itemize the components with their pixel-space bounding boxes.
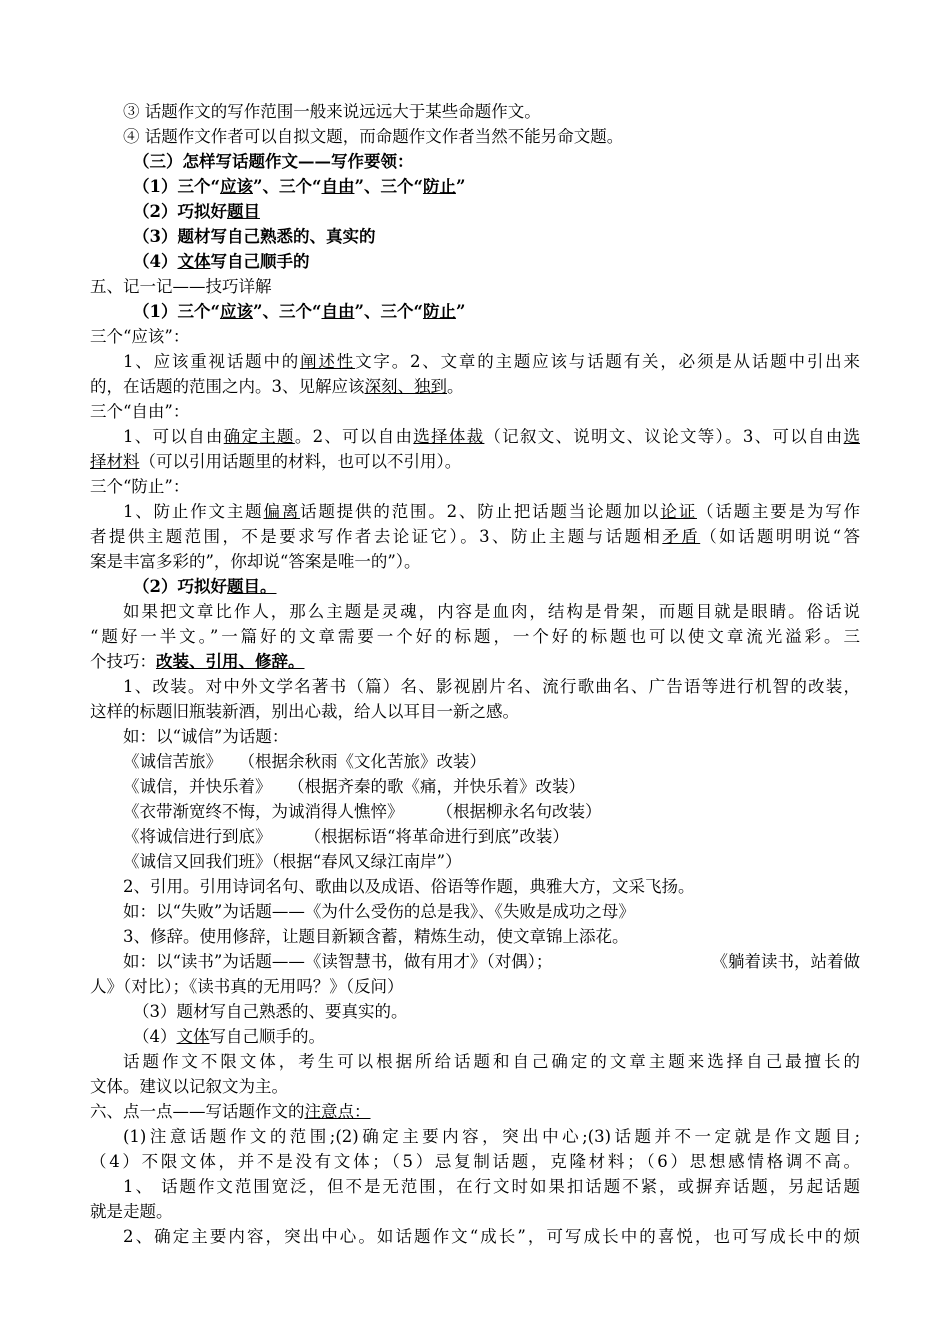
text-span: （4） xyxy=(133,1027,177,1046)
text-span: （3）题材写自己熟悉的、真实的 xyxy=(133,227,376,246)
text-line xyxy=(90,224,860,249)
text-span: 题目。 xyxy=(226,577,277,596)
text-line xyxy=(90,724,860,749)
text-line xyxy=(90,1024,860,1049)
text-span: （可以引用话题里的材料，也可以不引用）。 xyxy=(139,452,462,471)
text-line xyxy=(90,849,860,874)
text-span: 3、修辞。使用修辞，让题目新颖含蓄，精炼生动，使文章锦上添花。 xyxy=(123,927,629,946)
text-span: 题目 xyxy=(226,202,260,221)
text-span: ”、三个“ xyxy=(354,302,423,321)
text-span: 文体 xyxy=(177,252,211,271)
text-span: （1）三个“ xyxy=(133,302,220,321)
text-line xyxy=(90,174,860,199)
text-span: 应该 xyxy=(219,177,253,196)
text-span: (1)注意话题作文的范围;(2)确定主要内容，突出中心;(3)话题并不一定就是作文题目; xyxy=(123,1127,860,1146)
text-line xyxy=(90,124,860,149)
text-span: （记叙文、说明文、议论文等）。3、可以自由 xyxy=(484,427,844,446)
text-line xyxy=(90,149,860,174)
text-span: 六、点一点——写话题作文的 xyxy=(90,1102,305,1121)
text-span: 《诚信苦旅》 （根据余秋雨《文化苦旅》改装） xyxy=(123,752,486,771)
text-span: 1、可以自由 xyxy=(123,427,224,446)
text-span: ③ 话题作文的写作范围一般来说远远大于某些命题作文。 xyxy=(123,102,541,121)
text-span: 写自己顺手的。 xyxy=(209,1027,325,1046)
text-line xyxy=(90,324,860,349)
text-line xyxy=(90,699,860,724)
text-span: ”、三个“ xyxy=(252,302,322,321)
text-span: 个技巧： xyxy=(90,652,156,671)
text-line xyxy=(90,474,860,499)
text-span: 1、防止作文主题 xyxy=(123,502,264,521)
text-line xyxy=(90,924,860,949)
text-span: 三个“自由”： xyxy=(90,402,190,421)
text-span: 选 xyxy=(843,427,860,446)
text-span: 的，在话题的范围之内。3、见解应该 xyxy=(90,377,365,396)
text-span: 《将诚信进行到底》 （根据标语“将革命进行到底”改装） xyxy=(123,827,569,846)
text-line xyxy=(90,574,860,599)
text-span: 1、改装。对中外文学名著书（篇）名、影视剧片名、流行歌曲名、广告语等进行机智的改装， xyxy=(123,677,860,696)
text-span: 案是丰富多彩的”，你却说“答案是唯一的”）。 xyxy=(90,552,421,571)
text-span: “题好一半文。”一篇好的文章需要一个好的标题，一个好的标题也可以使文章流光溢彩。三 xyxy=(90,627,860,646)
text-span: （3）题材写自己熟悉的、要真实的。 xyxy=(133,1002,408,1021)
text-span: 文体 xyxy=(176,1027,210,1046)
text-span: 三个“防止”： xyxy=(90,477,190,496)
text-line xyxy=(90,449,860,474)
text-line xyxy=(90,1199,860,1224)
text-span: 文字。2、文章的主题应该与话题有关，必须是从话题中引出来 xyxy=(355,352,860,371)
text-span: 矛盾 xyxy=(662,527,701,546)
text-span: 《躺着读书，站着做 xyxy=(711,952,860,971)
text-span: 如果把文章比作人，那么主题是灵魂，内容是血肉，结构是骨架，而题目就是眼睛。俗话说 xyxy=(123,602,860,621)
text-line xyxy=(90,249,860,274)
text-line xyxy=(90,549,860,574)
text-span: 《诚信又回我们班》（根据“春风又绿江南岸”） xyxy=(123,852,462,871)
text-line xyxy=(90,199,860,224)
text-line xyxy=(90,374,860,399)
text-span: 深刻、独到 xyxy=(364,377,447,396)
text-span: ”、三个“ xyxy=(252,177,322,196)
text-span: 《诚信，并快乐着》 （根据齐秦的歌《痛，并快乐着》改装） xyxy=(123,777,585,796)
text-span: 文体。建议以记叙文为主。 xyxy=(90,1077,288,1096)
text-line xyxy=(90,524,860,549)
text-line xyxy=(90,99,860,124)
text-span: 择材料 xyxy=(90,452,140,471)
text-line xyxy=(90,674,860,699)
text-span: 。2、可以自由 xyxy=(294,427,414,446)
text-line xyxy=(90,1099,860,1124)
text-span: 1、应该重视话题中的 xyxy=(123,352,301,371)
text-span: 确定主题 xyxy=(223,427,295,446)
text-span: 自由 xyxy=(321,302,355,321)
text-span: 选择体裁 xyxy=(413,427,485,446)
text-span: 就是走题。 xyxy=(90,1202,173,1221)
text-line xyxy=(90,399,860,424)
text-span: （2）巧拟好 xyxy=(133,202,227,221)
text-span: 《衣带渐宽终不悔，为诚消得人憔悴》 （根据柳永名句改装） xyxy=(123,802,602,821)
text-line xyxy=(90,424,860,449)
text-span: 者提供主题范围，不是要求写作者去论证它）。3、防止主题与话题相 xyxy=(90,527,663,546)
text-span: 写自己顺手的 xyxy=(210,252,310,271)
text-line xyxy=(90,299,860,324)
text-span: 如：以“失败”为话题——《为什么受伤的总是我》、《失败是成功之母》 xyxy=(123,902,635,921)
text-line xyxy=(90,1149,860,1174)
text-span: （三）怎样写话题作文——写作要领： xyxy=(133,152,414,171)
text-span: 如：以“诚信”为话题： xyxy=(123,727,289,746)
text-line xyxy=(90,899,860,924)
text-line xyxy=(90,649,860,674)
text-line xyxy=(90,599,860,624)
text-span: 偏离 xyxy=(263,502,301,521)
text-line xyxy=(90,1224,860,1249)
text-line xyxy=(90,274,860,299)
text-line xyxy=(90,799,860,824)
text-span: 应该 xyxy=(219,302,253,321)
text-span: 防止 xyxy=(422,177,456,196)
text-span: 五、记一记——技巧详解 xyxy=(90,277,272,296)
text-line xyxy=(90,1049,860,1074)
text-line xyxy=(90,974,860,999)
text-line xyxy=(90,824,860,849)
text-span: 人》（对比）；《读书真的无用吗？》（反问） xyxy=(90,977,404,996)
text-line xyxy=(90,624,860,649)
text-line xyxy=(90,349,860,374)
text-span: （如话题明明说“答 xyxy=(700,527,860,546)
text-span: ”、三个“ xyxy=(354,177,423,196)
text-span: 。 xyxy=(447,377,464,396)
text-span: 1、 话题作文范围宽泛，但不是无范围，在行文时如果扣话题不紧，或摒弃话题，另起话题 xyxy=(123,1177,860,1196)
text-span: 话题作文不限文体，考生可以根据所给话题和自己确定的文章主题来选择自己最擅长的 xyxy=(123,1052,860,1071)
text-span: 2、引用。引用诗词名句、歌曲以及成语、俗语等作题，典雅大方，文采飞扬。 xyxy=(123,877,695,896)
text-span: （2）巧拟好 xyxy=(133,577,227,596)
text-line xyxy=(90,1124,860,1149)
text-line xyxy=(90,1074,860,1099)
text-span: 阐述性 xyxy=(300,352,356,371)
text-span: （4）不限文体，并不是没有文体；（5）忌复制话题，克隆材料；（6）思想感情格调不高。 xyxy=(90,1152,860,1171)
text-span: 2、确定主要内容，突出中心。如话题作文“成长”，可写成长中的喜悦，也可写成长中的烦 xyxy=(123,1227,860,1246)
text-line xyxy=(90,499,860,524)
text-span: 论证 xyxy=(660,502,697,521)
text-span: 这样的标题旧瓶装新酒，别出心裁，给人以耳目一新之感。 xyxy=(90,702,519,721)
text-line xyxy=(90,749,860,774)
text-span: 注意点： xyxy=(304,1102,371,1121)
text-span: （4） xyxy=(133,252,178,271)
text-line xyxy=(90,999,860,1024)
text-span: 如：以“读书”为话题——《读智慧书，做有用才》（对偶）； xyxy=(123,952,553,971)
text-span: 自由 xyxy=(321,177,355,196)
text-span: 话题提供的范围。2、防止把话题当论题加以 xyxy=(300,502,661,521)
text-span: ” xyxy=(455,302,466,321)
text-span: 改装、引用、修辞。 xyxy=(156,652,305,671)
text-span: （1）三个“ xyxy=(133,177,220,196)
text-line xyxy=(90,1174,860,1199)
text-line xyxy=(90,774,860,799)
text-span: 三个“应该”： xyxy=(90,327,190,346)
text-line xyxy=(90,874,860,899)
text-span: （话题主要是为写作 xyxy=(697,502,860,521)
text-span: ④ 话题作文作者可以自拟文题，而命题作文作者当然不能另命文题。 xyxy=(123,127,624,146)
text-span: ” xyxy=(455,177,466,196)
text-line xyxy=(90,949,860,974)
text-span: 防止 xyxy=(422,302,456,321)
